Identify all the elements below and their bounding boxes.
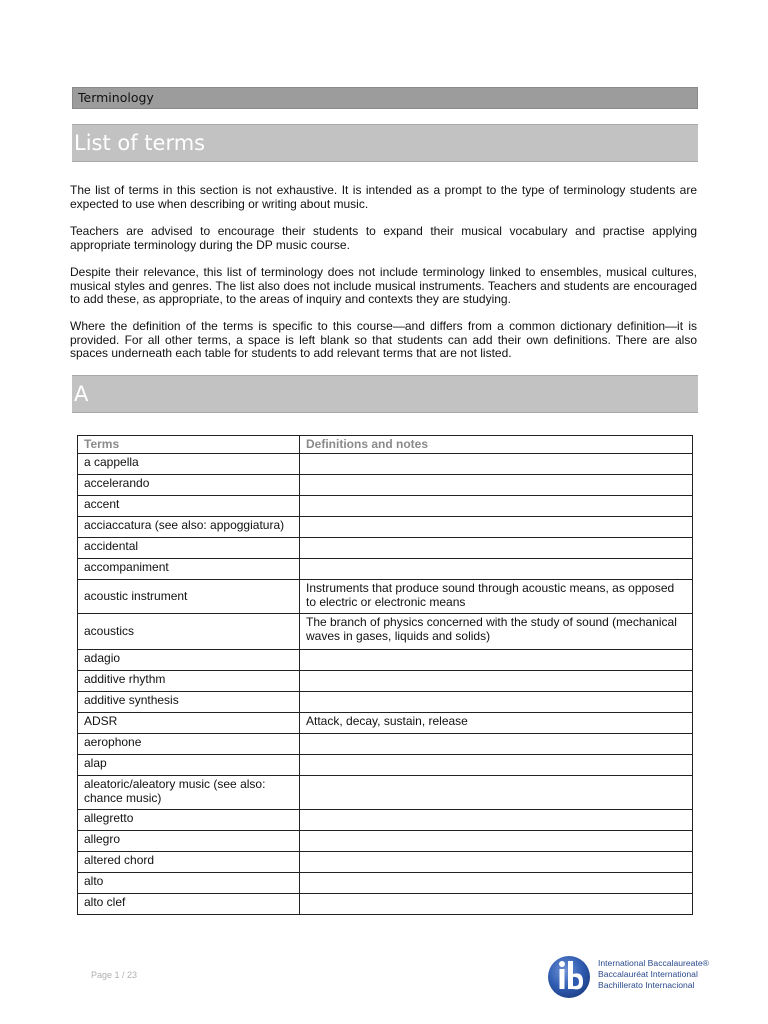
definition-cell[interactable]	[300, 852, 693, 873]
table-row	[78, 614, 693, 650]
table-row	[78, 475, 693, 496]
ib-logo-text	[598, 958, 709, 991]
table-row	[78, 538, 693, 559]
table-row	[78, 734, 693, 755]
definition-cell[interactable]: The branch of physics concerned with the study of sound (mechanical waves in gases, liquids and solids)	[300, 614, 693, 650]
term-cell: acoustics	[78, 614, 300, 650]
section-label: Terminology	[78, 90, 154, 105]
intro-paragraph-4: Where the definition of the terms is specific to this course—and differs from a common dictionary definition—it is provided. For all other terms, a space is left blank so that students can add their own definitions. There are also spaces underneath each table for students to add relevant terms that are not listed.	[70, 319, 697, 360]
page-number: Page 1 / 23	[91, 970, 138, 980]
letter-heading-bar	[72, 375, 698, 413]
definition-cell[interactable]	[300, 559, 693, 580]
term-cell: aerophone	[78, 734, 300, 755]
table-row	[78, 517, 693, 538]
term-cell: acciaccatura (see also: appoggiatura)	[78, 517, 300, 538]
definition-cell[interactable]: Instruments that produce sound through acoustic means, as opposed to electric or electronic means	[300, 580, 693, 614]
column-header-terms: Terms	[78, 436, 300, 454]
terms-table	[77, 435, 693, 915]
intro-paragraph-1: The list of terms in this section is not exhaustive. It is intended as a prompt to the type of terminology students are expected to use when describing or writing about music.	[70, 183, 697, 211]
term-cell: a cappella	[78, 454, 300, 475]
logo-line-en: International Baccalaureate®	[598, 958, 709, 968]
letter-heading: A	[74, 382, 89, 406]
definition-cell[interactable]	[300, 894, 693, 915]
table-row	[78, 776, 693, 810]
logo-line-es: Bachillerato Internacional	[598, 980, 695, 990]
table-row	[78, 852, 693, 873]
page-title: List of terms	[74, 131, 206, 155]
column-header-definitions: Definitions and notes	[300, 436, 693, 454]
definition-cell[interactable]	[300, 671, 693, 692]
term-cell: alto	[78, 873, 300, 894]
term-cell: allegretto	[78, 810, 300, 831]
table-row	[78, 650, 693, 671]
term-cell: accent	[78, 496, 300, 517]
term-cell: aleatoric/aleatory music (see also: chance music)	[78, 776, 300, 810]
definition-cell[interactable]	[300, 873, 693, 894]
table-row	[78, 671, 693, 692]
definition-cell[interactable]	[300, 517, 693, 538]
table-header-row	[78, 436, 693, 454]
definition-cell[interactable]	[300, 496, 693, 517]
table-row	[78, 559, 693, 580]
section-label-bar	[72, 87, 698, 109]
table-row	[78, 831, 693, 852]
table-row	[78, 810, 693, 831]
term-cell: altered chord	[78, 852, 300, 873]
term-cell: alap	[78, 755, 300, 776]
logo-line-fr: Baccalauréat International	[598, 969, 698, 979]
definition-cell[interactable]	[300, 810, 693, 831]
table-row	[78, 692, 693, 713]
table-row	[78, 580, 693, 614]
term-cell: alto clef	[78, 894, 300, 915]
definition-cell[interactable]: Attack, decay, sustain, release	[300, 713, 693, 734]
term-cell: accelerando	[78, 475, 300, 496]
term-cell: accidental	[78, 538, 300, 559]
definition-cell[interactable]	[300, 734, 693, 755]
table-row	[78, 454, 693, 475]
table-row	[78, 755, 693, 776]
term-cell: ADSR	[78, 713, 300, 734]
definition-cell[interactable]	[300, 538, 693, 559]
term-cell: adagio	[78, 650, 300, 671]
definition-cell[interactable]	[300, 454, 693, 475]
page-title-bar	[72, 124, 698, 162]
definition-cell[interactable]	[300, 475, 693, 496]
definition-cell[interactable]	[300, 650, 693, 671]
definition-cell[interactable]	[300, 776, 693, 810]
table-row	[78, 894, 693, 915]
definition-cell[interactable]	[300, 755, 693, 776]
table-row	[78, 873, 693, 894]
term-cell: additive rhythm	[78, 671, 300, 692]
intro-paragraph-2: Teachers are advised to encourage their students to expand their musical vocabulary and practise applying appropriate terminology during the DP music course.	[70, 224, 697, 252]
table-row	[78, 713, 693, 734]
term-cell: additive synthesis	[78, 692, 300, 713]
definition-cell[interactable]	[300, 831, 693, 852]
term-cell: acoustic instrument	[78, 580, 300, 614]
definition-cell[interactable]	[300, 692, 693, 713]
intro-paragraph-3: Despite their relevance, this list of terminology does not include terminology linked to ensembles, musical cultures, musical styles and genres. The list also does not include musical instruments. Teachers and students are encouraged to add these, as appropriate, to the areas of inquiry and contexts they are studying.	[70, 265, 697, 306]
term-cell: allegro	[78, 831, 300, 852]
table-row	[78, 496, 693, 517]
term-cell: accompaniment	[78, 559, 300, 580]
